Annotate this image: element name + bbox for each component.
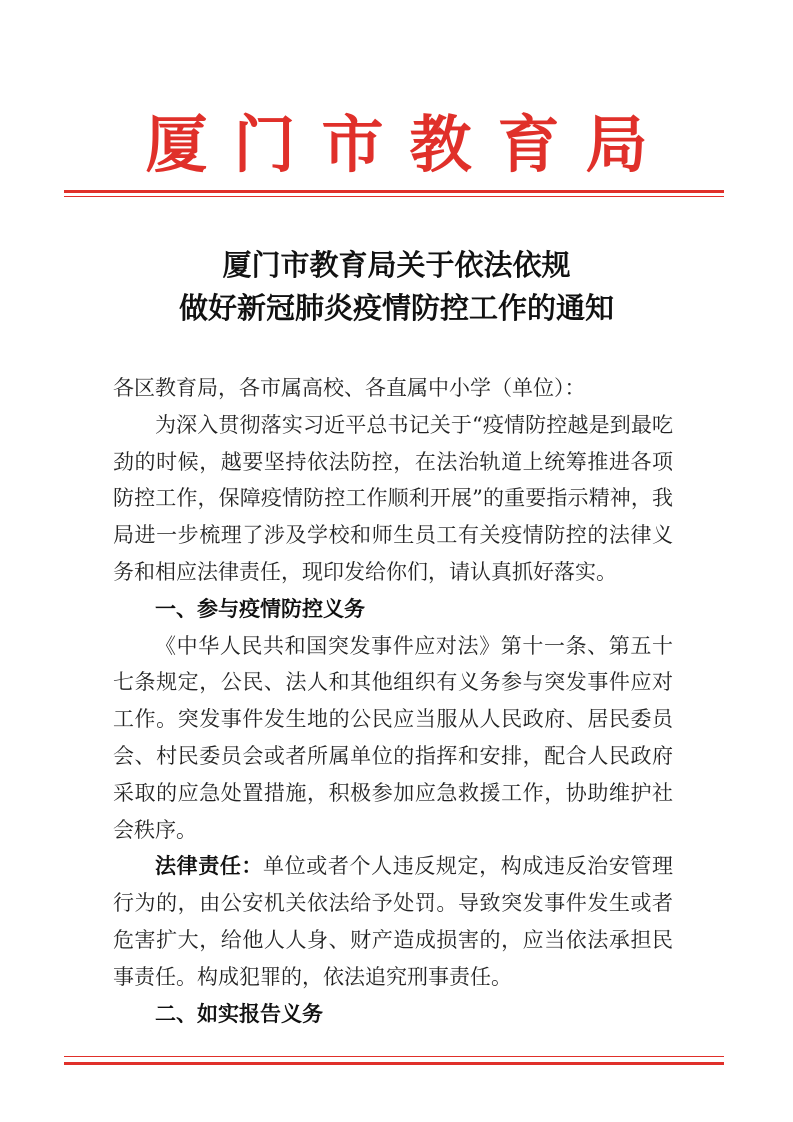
liability-text: 单位或者个人违反规定，构成违反治安管理行为的，由公安机关依法给予处罚。导致突发事件发生或者危害扩大，给他人人身、财产造成损害的，应当依法承担民事责任。构成犯罪的，依法追究刑事责任。 — [113, 854, 674, 989]
masthead-rule-thick — [64, 190, 724, 193]
section-2-heading: 二、如实报告义务 — [155, 1001, 323, 1026]
liability-label: 法律责任： — [155, 854, 264, 879]
document-title-line-2: 做好新冠肺炎疫情防控工作的通知 — [178, 291, 614, 325]
section-1-heading: 一、参与疫情防控义务 — [155, 596, 365, 621]
masthead-title: 厦门市教育局 — [145, 108, 674, 181]
section-1-paragraph: 《中华人民共和国突发事件应对法》第十一条、第五十七条规定，公民、法人和其他组织有义务参与突发事件应对工作。突发事件发生地的公民应当服从人民政府、居民委员会、村民委员会或者所属单位的指挥和安排，配合人民政府采取的应急处置措施，积极参加应急救援工作，协助维护社会秩序。 — [113, 633, 673, 842]
document-title-line-1: 厦门市教育局关于依法依规 — [222, 248, 571, 282]
masthead-rule-thin — [64, 196, 724, 197]
document-body — [113, 370, 673, 1032]
footer-rule-thin — [64, 1056, 724, 1057]
addressee: 各区教育局，各市属高校、各直属中小学（单位）： — [113, 376, 586, 400]
intro-paragraph: 为深入贯彻落实习近平总书记关于“疫情防控越是到最吃劲的时候，越要坚持依法防控，在法治轨道上统筹推进各项防控工作，保障疫情防控工作顺利开展”的重要指示精神，我局进一步梳理了涉及学校和师生员工有关疫情防控的法律义务和相应法律责任，现印发给你们，请认真抓好落实。 — [113, 412, 673, 584]
footer-rule-thick — [64, 1062, 724, 1065]
section-1-liability-paragraph — [113, 848, 673, 995]
